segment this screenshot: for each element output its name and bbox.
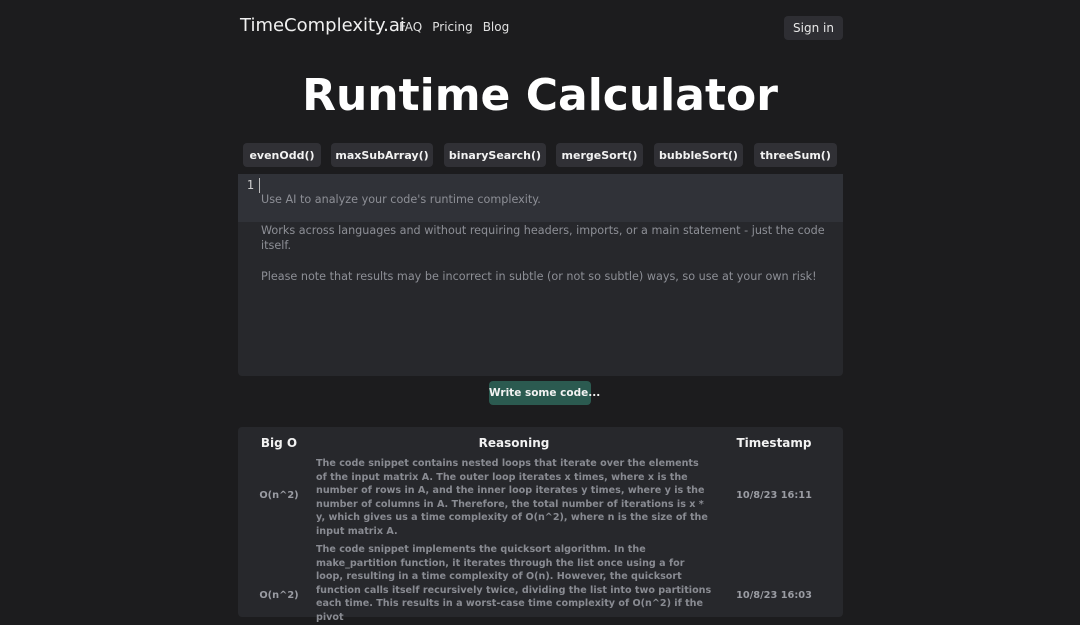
page-title: Runtime Calculator <box>302 70 778 121</box>
example-buttons <box>243 143 837 167</box>
example-button-binarysearch[interactable]: binarySearch() <box>444 143 546 167</box>
placeholder-line: Use AI to analyze your code's runtime complexity. <box>261 193 541 207</box>
timestamp-value: 10/8/23 16:11 <box>736 490 812 501</box>
results-table <box>238 427 843 623</box>
nav-links <box>399 20 509 34</box>
column-header-big-o: Big O <box>260 436 298 450</box>
brand-logo-link[interactable]: TimeComplexity.ai <box>240 15 405 36</box>
example-button-mergesort[interactable]: mergeSort() <box>556 143 643 167</box>
nav-link-pricing[interactable]: Pricing <box>432 20 473 34</box>
placeholder-line: Works across languages and without requiring headers, imports, or a main statement - just the code itself. <box>261 223 825 253</box>
nav-link-faq[interactable]: FAQ <box>399 20 423 34</box>
reasoning-text: The code snippet implements the quicksort algorithm. In the make_partition function, it iterates through the list once using a for loop, resulting in a time complexity of O(n). However, the quicksort function calls itself recursively twice, dividing the list into two partitions each time. This results in a worst-case time complexity of O(n^2) if the pivot <box>316 544 712 623</box>
nav-link-blog[interactable]: Blog <box>482 20 510 34</box>
text-cursor <box>259 178 260 193</box>
line-number: 1 <box>246 178 254 192</box>
reasoning-text: The code snippet contains nested loops that iterate over the elements of the input matrix A. The outer loop iterates x times, where x is the number of rows in A, and the inner loop iterates y times, where y is the number of columns in A. Therefore, the total number of iterations is x * y, which gives us a time complexity of O(n^2), where n is the size of the input matrix A. <box>316 458 708 537</box>
example-button-bubblesort[interactable]: bubbleSort() <box>654 143 743 167</box>
sign-in-button[interactable]: Sign in <box>784 16 843 40</box>
placeholder-line: Please note that results may be incorrect in subtle (or not so subtle) ways, so use at your own risk! <box>261 269 817 283</box>
analyze-button[interactable]: Write some code... <box>489 381 591 405</box>
code-editor[interactable] <box>238 174 843 376</box>
timestamp-value: 10/8/23 16:03 <box>736 590 812 601</box>
big-o-value: O(n^2) <box>259 590 299 601</box>
top-nav <box>0 0 1080 56</box>
example-button-maxsubarray[interactable]: maxSubArray() <box>331 143 433 167</box>
big-o-value: O(n^2) <box>259 490 299 501</box>
example-button-evenodd[interactable]: evenOdd() <box>243 143 321 167</box>
example-button-threesum[interactable]: threeSum() <box>754 143 837 167</box>
table-row <box>238 543 843 625</box>
column-header-timestamp: Timestamp <box>736 436 812 450</box>
column-header-reasoning: Reasoning <box>478 436 550 450</box>
editor-placeholder <box>261 177 841 299</box>
table-row <box>238 457 843 539</box>
